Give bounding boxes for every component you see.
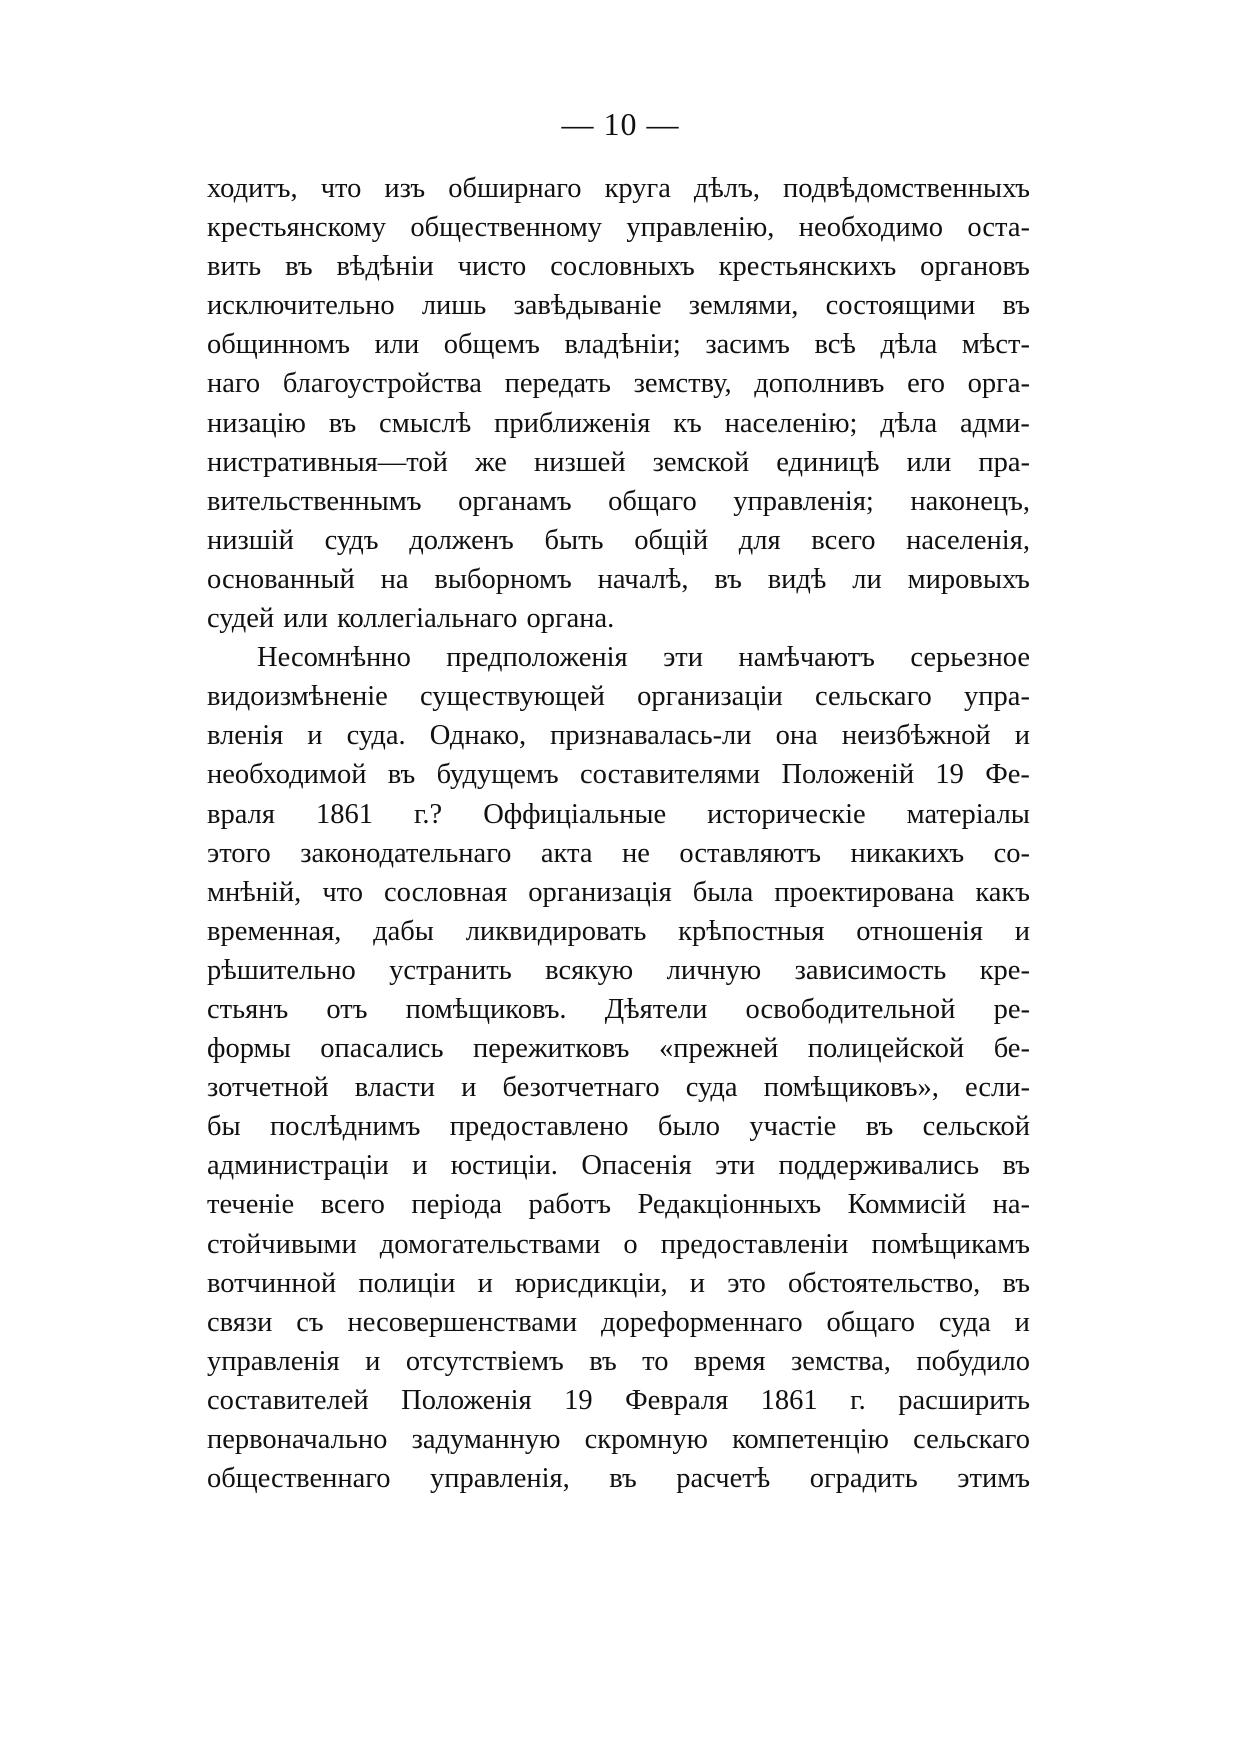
text-line: стьянъ отъ помѣщиковъ. Дѣятели освободительной ре-	[207, 993, 1030, 1025]
text-line: низшій судъ долженъ быть общій для всего населенія,	[207, 524, 1030, 556]
text-line: исключительно лишь завѣдываніе землями, состоящими въ	[207, 290, 1030, 322]
text-line: стойчивыми домогательствами о предоставленіи помѣщикамъ	[207, 1228, 1030, 1260]
text-line: рѣшительно устранить всякую личную зависимость кре-	[207, 954, 1030, 986]
text-line: Несомнѣнно предположенія эти намѣчаютъ серьезное	[257, 642, 1030, 674]
text-line: общественнаго управленія, въ расчетѣ оградить этимъ	[207, 1463, 1030, 1495]
text-line: судей или коллегіальнаго органа.	[207, 603, 615, 635]
text-line: необходимой въ будущемъ составителями Положеній 19 Фе-	[207, 759, 1030, 791]
text-line: этого законодательнаго акта не оставляютъ никакихъ со-	[207, 837, 1030, 869]
text-line: наго благоустройства передать земству, дополнивъ его орга-	[207, 368, 1030, 400]
page-number: — 10 —	[561, 106, 680, 142]
text-line: мнѣній, что сословная организація была проектирована какъ	[207, 876, 1030, 908]
text-line: зотчетной власти и безотчетнаго суда помѣщиковъ», если-	[207, 1072, 1030, 1104]
text-line: теченіе всего періода работъ Редакціонныхъ Коммисій на-	[207, 1189, 1030, 1221]
text-line: составителей Положенія 19 Февраля 1861 г. расширить	[207, 1384, 1030, 1416]
text-line: вленія и суда. Однако, признавалась-ли она неизбѣжной и	[207, 720, 1030, 752]
text-line: низацію въ смыслѣ приближенія къ населенію; дѣла адми-	[207, 407, 1030, 439]
text-line: администраціи и юстиціи. Опасенія эти поддерживались въ	[207, 1150, 1030, 1182]
text-line: видоизмѣненіе существующей организаціи сельскаго упра-	[207, 681, 1030, 713]
paragraph	[207, 638, 1030, 1498]
text-line: вить въ вѣдѣніи чисто сословныхъ крестьянскихъ органовъ	[207, 251, 1030, 283]
text-line: враля 1861 г.? Оффиціальные историческіе матеріалы	[207, 798, 1030, 830]
text-line: ходитъ, что изъ обширнаго круга дѣлъ, подвѣдомственныхъ	[207, 173, 1030, 204]
body-text	[207, 169, 1030, 1498]
text-line: вотчинной полиціи и юрисдикціи, и это обстоятельство, въ	[207, 1267, 1030, 1299]
text-line: управленія и отсутствіемъ въ то время земства, побудило	[207, 1345, 1030, 1377]
text-line: вительственнымъ органамъ общаго управленія; наконецъ,	[207, 485, 1030, 517]
text-line: нистративныя—той же низшей земской единицѣ или пра-	[207, 446, 1030, 478]
text-line: связи съ несовершенствами дореформеннаго общаго суда и	[207, 1306, 1030, 1338]
text-line: крестьянскому общественному управленію, необходимо оста-	[207, 212, 1030, 244]
text-line: бы послѣднимъ предоставлено было участіе въ сельской	[207, 1111, 1030, 1143]
text-line: общинномъ или общемъ владѣніи; засимъ всѣ дѣла мѣст-	[207, 329, 1030, 361]
text-line: формы опасались пережитковъ «прежней полицейской бе-	[207, 1033, 1030, 1065]
text-line: основанный на выборномъ началѣ, въ видѣ ли мировыхъ	[207, 563, 1030, 595]
text-line: временная, дабы ликвидировать крѣпостныя отношенія и	[207, 915, 1030, 947]
text-line: первоначально задуманную скромную компетенцію сельскаго	[207, 1424, 1030, 1455]
paragraph	[207, 169, 1030, 638]
